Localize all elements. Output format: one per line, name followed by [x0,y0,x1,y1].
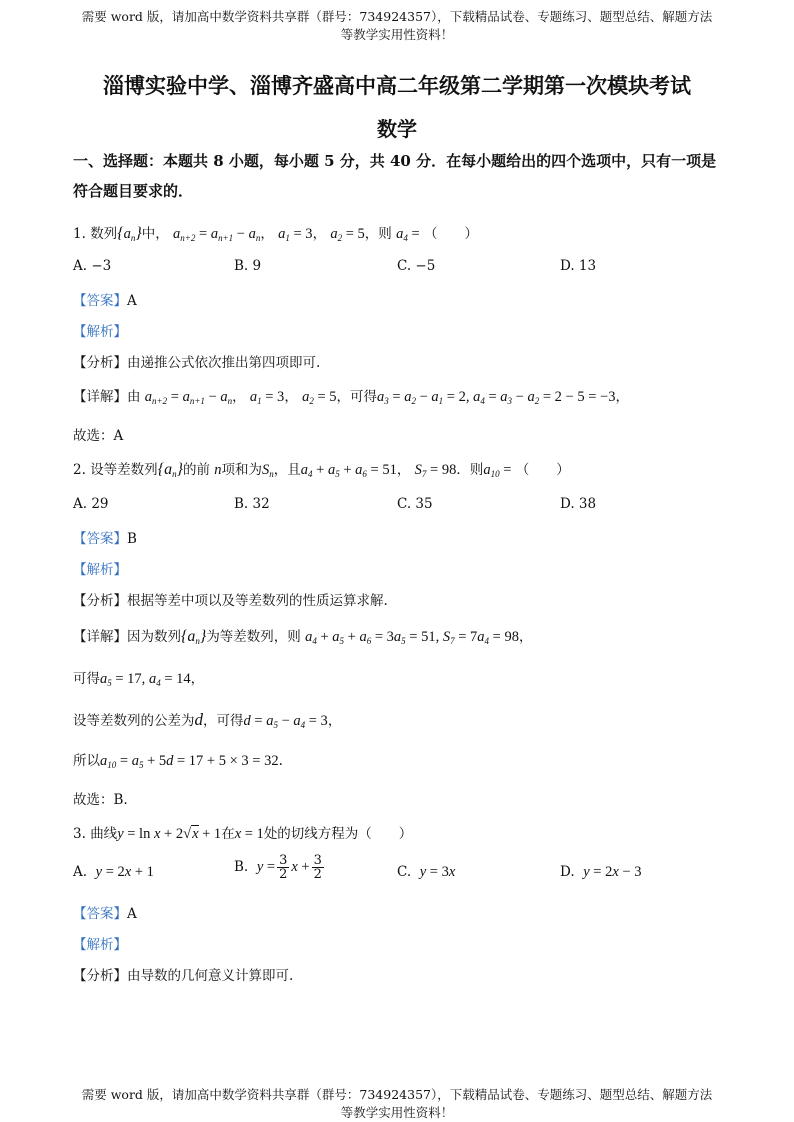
q2-option-b: B. 32 [234,496,270,512]
header-line-2: 等教学实用性资料！ [340,27,454,42]
q1-answer: 【答案】A [73,293,137,309]
q2-answer: 【答案】B [73,531,137,547]
q1-option-b: B. 9 [234,258,262,274]
q1-fenxi: 【分析】由递推公式依次推出第四项即可. [73,355,321,371]
q2-detail-line-3: 设等差数列的公差为d，可得$d = a_5 - a_4 = 3$， [73,710,342,730]
header-line-1: 需要 word 版，请加高中数学资料共享群（群号：734924357），下载精品试卷、专题练习、题型总结、解题方法 [81,9,713,24]
q1-option-a: A. −3 [73,258,112,274]
q2-choose: 故选：B. [73,792,128,808]
q2-fenxi: 【分析】根据等差中项以及等差数列的性质运算求解. [73,593,388,609]
question-3: 3. 曲线y = ln x + 2√x + 1在x = 1处的切线方程为（ ） [73,826,413,842]
q2-option-c: C. 35 [397,496,433,512]
q1-option-d: D. 13 [560,258,597,274]
q1-detail: 【详解】由 $a_{n+2} = a_{n+1} - a_n$， $a_1 = 3$， $a_2 = 5$，可得$a_3 = a_2 - a_1 = 2$, $a_4 = a_3 - a_2 = 2 - 5 = -3$， [73,389,629,406]
page-header [0,8,794,44]
q3-analysis-label: 【解析】 [73,937,127,953]
q2-analysis-label: 【解析】 [73,562,127,578]
question-1: 1. 数列$\{a_n\}$中， $a_{n+2} = a_{n+1} - a_n$， $a_1 = 3$， $a_2 = 5$，则 $a_4$ = （ ） [73,225,478,243]
q2-option-d: D. 38 [560,496,597,512]
q2-detail: 【详解】因为数列$\{a_n\}$为等差数列，则 $a_4 + a_5 + a_6 = 3a_5 = 51$, $S_7 = 7a_4 = 98$， [73,628,533,646]
q1-option-c: C. −5 [397,258,436,274]
q2-option-a: A. 29 [73,496,109,512]
q3-option-b: B. y = $\frac{3}{2}$ x + $\frac{3}{2}$ [234,853,322,882]
q2-detail-line-4: 所以$a_{10} = a_5 + 5d = 17 + 5 \times 3 = 32$. [73,753,283,770]
exam-title: 淄博实验中学、淄博齐盛高中高二年级第二学期第一次模块考试 [103,73,691,98]
page-footer [0,1086,794,1122]
q3-number: 3. [73,826,86,842]
footer-line-2: 等教学实用性资料！ [340,1105,454,1120]
q2-detail-line-2: 可得$a_5 = 17$, $a_4 = 14$， [73,671,205,688]
q2-number: 2. [73,462,86,478]
q3-option-c: C. y = 3x [397,864,456,880]
footer-line-1: 需要 word 版，请加高中数学资料共享群（群号：734924357），下载精品试卷、专题练习、题型总结、解题方法 [81,1087,713,1102]
q3-answer: 【答案】A [73,906,137,922]
q1-choose: 故选：A [73,428,124,444]
q3-fenxi: 【分析】由导数的几何意义计算即可. [73,968,294,984]
q3-option-a: A. y = 2x + 1 [73,864,154,880]
q1-number: 1. [73,226,86,242]
q3-option-d: D. y = 2x − 3 [560,864,642,880]
exam-subject: 数学 [377,117,417,141]
section-heading: 一、选择题：本题共 8 小题，每小题 5 分，共 40 分．在每小题给出的四个选项中，只有一项是符合题目要求的． [73,152,717,200]
question-2: 2. 设等差数列$\{a_n\}$的前 n项和为$S_n$，且$a_4 + a_5 + a_6 = 51$， $S_7 = 98$．则$a_{10}$ = （ ） [73,461,570,479]
q1-analysis-label: 【解析】 [73,324,127,340]
